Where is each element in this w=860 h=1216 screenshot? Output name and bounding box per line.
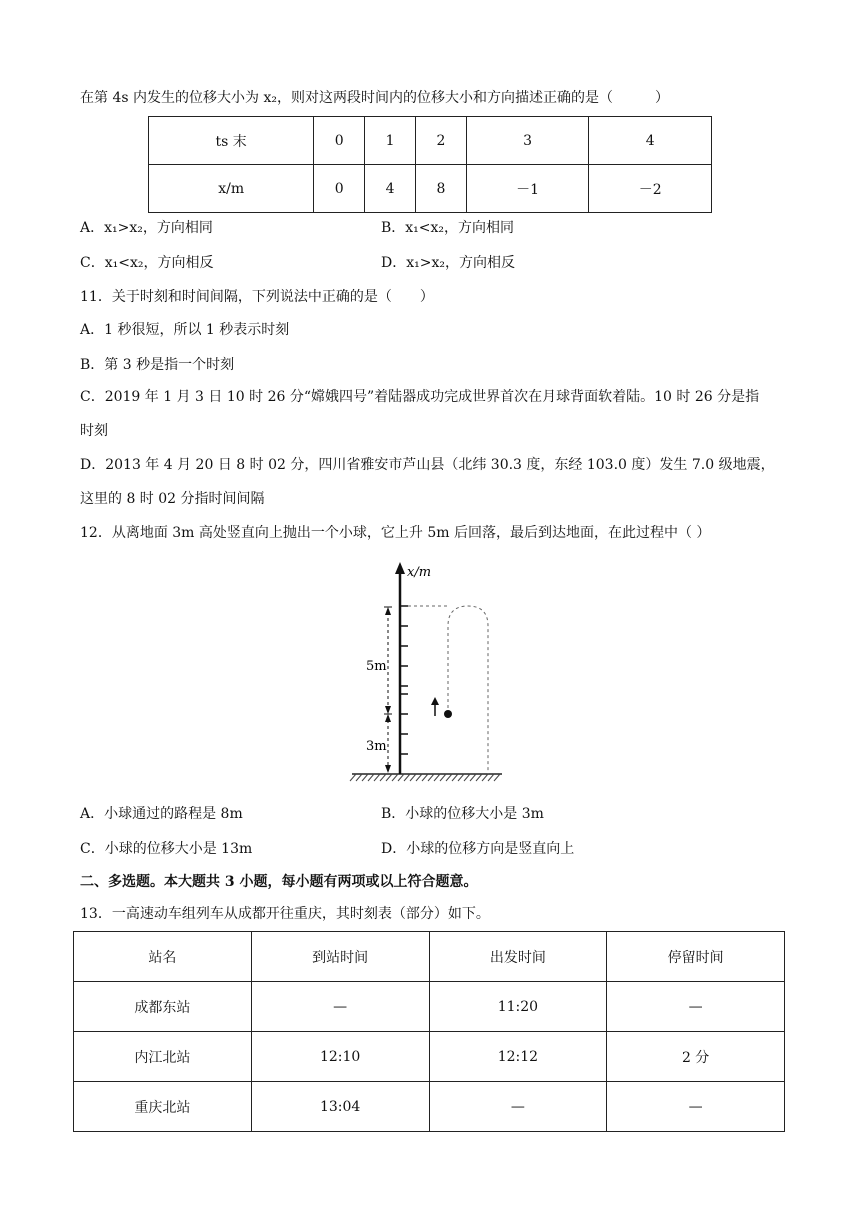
velocity-arrow-icon <box>431 697 439 705</box>
table-cell: ts 末 <box>149 117 314 165</box>
table-cell: 8 <box>415 165 466 213</box>
q11-option-c-line2: 时刻 <box>80 423 108 439</box>
table-row <box>149 117 712 165</box>
q12-option-d: D．小球的位移方向是竖直向上 <box>381 841 575 857</box>
table-cell: — <box>607 982 785 1032</box>
arrow-down-icon <box>385 706 391 714</box>
table-cell: 12:12 <box>429 1032 607 1082</box>
table-row <box>74 1032 785 1082</box>
table-row <box>74 932 785 982</box>
section-heading: 二、多选题。本大题共 3 小题，每小题有两项或以上符合题意。 <box>80 874 478 890</box>
table-cell: 13:04 <box>251 1082 429 1132</box>
table-cell: 0 <box>314 117 365 165</box>
table-cell: 12:10 <box>251 1032 429 1082</box>
table-cell: 4 <box>589 117 712 165</box>
table-cell: — <box>429 1082 607 1132</box>
q11-option-b: B．第 3 秒是指一个时刻 <box>80 357 235 373</box>
q10-option-d: D．x₁>x₂，方向相反 <box>381 255 515 271</box>
q12-option-a: A．小球通过的路程是 8m <box>80 806 243 822</box>
q11-option-c-line1: C．2019 年 1 月 3 日 10 时 26 分“嫦娥四号”着陆器成功完成世界首次在月球背面软着陆。10 时 26 分是指 <box>80 389 760 405</box>
train-timetable <box>73 931 785 1132</box>
axis-label: x/m <box>407 565 432 580</box>
q11-option-a: A．1 秒很短，所以 1 秒表示时刻 <box>80 322 290 338</box>
q12-stem: 12．从离地面 3m 高处竖直向上抛出一个小球，它上升 5m 后回落，最后到达地面，在此过程中（ ） <box>80 525 711 541</box>
arrow-up-icon <box>385 714 391 722</box>
table-header-cell: 出发时间 <box>429 932 607 982</box>
table-cell: 内江北站 <box>74 1032 252 1082</box>
table-cell: 11:20 <box>429 982 607 1032</box>
table-cell: 4 <box>365 165 416 213</box>
label-5m: 5m <box>366 659 387 674</box>
q12-option-c: C．小球的位移大小是 13m <box>80 841 253 857</box>
trajectory-path <box>448 606 488 774</box>
arrow-down-icon <box>385 765 391 773</box>
q11-option-d-line1: D．2013 年 4 月 20 日 8 时 02 分，四川省雅安市芦山县（北纬 30.3 度，东经 103.0 度）发生 7.0 级地震， <box>80 457 775 473</box>
table-cell: －2 <box>589 165 712 213</box>
table-row <box>149 165 712 213</box>
table-cell: — <box>251 982 429 1032</box>
q10-option-b: B．x₁<x₂，方向相同 <box>381 220 515 236</box>
q12-option-b: B．小球的位移大小是 3m <box>381 806 544 822</box>
table-cell: 2 <box>415 117 466 165</box>
ball-trajectory-diagram <box>0 560 860 790</box>
table-cell: x/m <box>149 165 314 213</box>
table-cell: 3 <box>466 117 589 165</box>
table-cell: — <box>607 1082 785 1132</box>
q13-stem: 13．一高速动车组列车从成都开往重庆，其时刻表（部分）如下。 <box>80 906 490 922</box>
q11-stem: 11．关于时刻和时间间隔，下列说法中正确的是（ ） <box>80 289 434 305</box>
table-cell: －1 <box>466 165 589 213</box>
table-header-cell: 到站时间 <box>251 932 429 982</box>
table-cell: 重庆北站 <box>74 1082 252 1132</box>
table-row <box>74 1082 785 1132</box>
arrow-up-icon <box>385 607 391 615</box>
table-cell: 0 <box>314 165 365 213</box>
q11-option-d-line2: 这里的 8 时 02 分指时间间隔 <box>80 491 265 507</box>
table-cell: 1 <box>365 117 416 165</box>
label-3m: 3m <box>366 739 387 754</box>
q10-option-c: C．x₁<x₂，方向相反 <box>80 255 214 271</box>
table-cell: 2 分 <box>607 1032 785 1082</box>
table-row <box>74 982 785 1032</box>
table-cell: 成都东站 <box>74 982 252 1032</box>
ball <box>444 710 452 718</box>
table-header-cell: 停留时间 <box>607 932 785 982</box>
q10-intro: 在第 4s 内发生的位移大小为 x₂，则对这两段时间内的位移大小和方向描述正确的是（ ） <box>80 90 669 106</box>
q10-option-a: A．x₁>x₂，方向相同 <box>80 220 213 236</box>
ground-hatching <box>350 774 500 781</box>
position-time-table <box>148 116 712 213</box>
table-header-cell: 站名 <box>74 932 252 982</box>
axis-arrow-icon <box>395 562 405 574</box>
